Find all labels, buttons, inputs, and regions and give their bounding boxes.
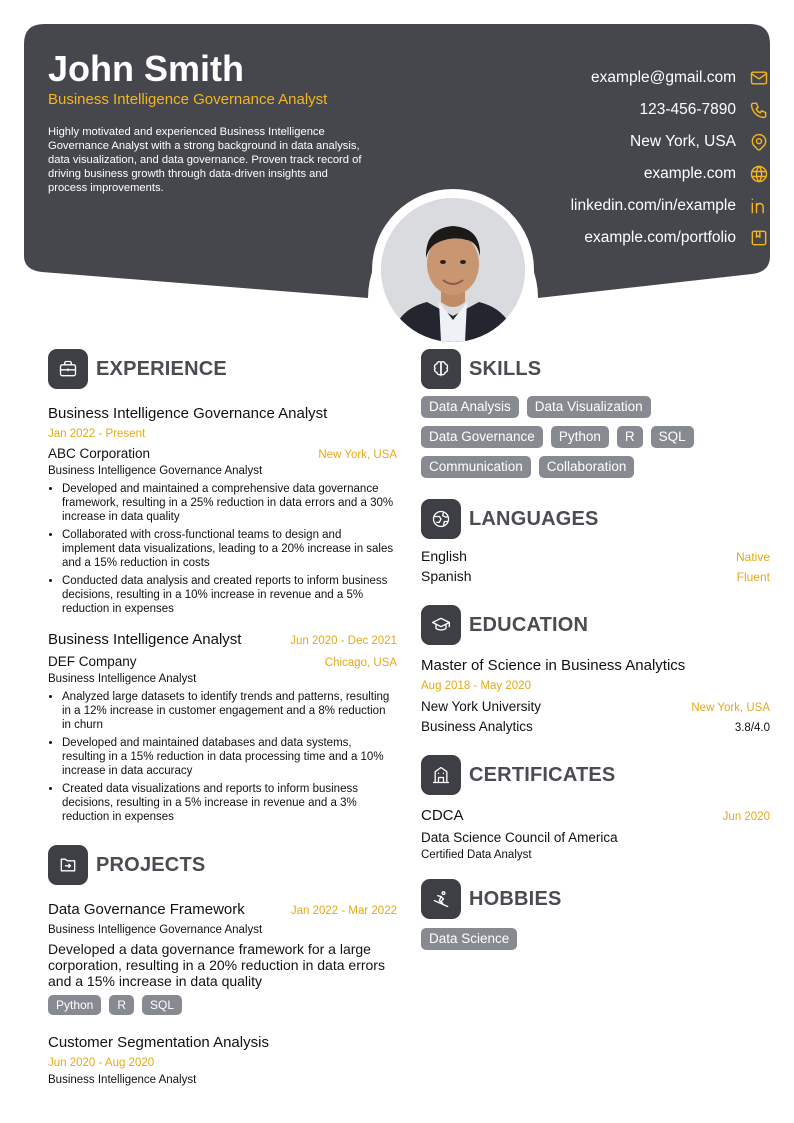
project-role: Business Intelligence Governance Analyst	[48, 924, 263, 936]
contact-email-text[interactable]: example@gmail.com	[591, 69, 736, 86]
brain-icon	[421, 349, 461, 389]
contact-website-text[interactable]: example.com	[643, 165, 736, 182]
job-role: Business Intelligence Governance Analyst	[48, 465, 263, 477]
certificate-name: CDCA	[421, 807, 464, 824]
list-item: • Created data visualizations and reports to inform business decisions, resulting in a 5% increase in revenue and a 3% reduction in expenses	[62, 782, 397, 824]
contact-linkedin-text[interactable]: linkedin.com/in/example	[570, 197, 736, 214]
skiing-icon	[421, 879, 461, 919]
company-name: ABC Corporation	[48, 446, 151, 461]
location-pin-icon	[748, 131, 770, 153]
project-description: Developed a data governance framework for a large corporation, resulting in a 20% reduction in data errors and a 15% increase in data quality	[48, 941, 385, 989]
projects-title: PROJECTS	[96, 853, 206, 876]
languages-list	[421, 548, 770, 588]
job-dates: Jun 2020 - Dec 2021	[290, 635, 397, 647]
mail-icon	[748, 67, 770, 89]
project-dates: Jun 2020 - Aug 2020	[48, 1057, 155, 1069]
project-tags	[48, 995, 397, 1015]
job-location: Chicago, USA	[324, 657, 397, 669]
project-title: Data Governance Framework	[48, 901, 245, 918]
gpa-value: 3.8/4.0	[734, 722, 770, 734]
certificate-item	[421, 806, 770, 864]
contact-website[interactable]	[410, 158, 770, 190]
projects-heading	[48, 844, 397, 886]
language-icon	[421, 499, 461, 539]
language-name: Spanish	[421, 568, 472, 584]
phone-icon	[748, 99, 770, 121]
skill-tag: Data Visualization	[527, 396, 651, 418]
education-dates: Aug 2018 - May 2020	[421, 680, 531, 692]
school-name: New York University	[421, 699, 542, 714]
list-item: • Conducted data analysis and created reports to inform business decisions, resulting in a 10% increase in revenue and a 5% reduction in expenses	[62, 574, 397, 616]
certificate-issuer: Data Science Council of America	[421, 830, 618, 845]
languages-title: LANGUAGES	[469, 507, 599, 530]
candidate-title: Business Intelligence Governance Analyst	[48, 91, 328, 108]
avatar	[381, 198, 525, 342]
hobbies-title: HOBBIES	[469, 887, 562, 910]
list-item: • Analyzed large datasets to identify trends and patterns, resulting in a 12% increase in customer engagement and a 8% reduction in churn	[62, 690, 397, 732]
list-item: • Developed and maintained databases and data systems, resulting in a 15% reduction in data processing time and a 10% increase in data accuracy	[62, 736, 397, 778]
project-role: Business Intelligence Analyst	[48, 1074, 197, 1086]
folder-icon	[48, 845, 88, 885]
skills-title: SKILLS	[469, 357, 542, 380]
field-of-study: Business Analytics	[421, 719, 533, 734]
tag: SQL	[142, 995, 182, 1015]
languages-heading	[421, 498, 770, 540]
globe-icon	[748, 163, 770, 185]
education-heading	[421, 604, 770, 646]
hobby-tag: Data Science	[421, 928, 517, 950]
project-item	[48, 900, 397, 1015]
experience-heading	[48, 348, 397, 390]
degree-name: Master of Science in Business Analytics	[421, 657, 686, 674]
language-row	[421, 568, 770, 588]
briefcase-icon	[48, 349, 88, 389]
project-title: Customer Segmentation Analysis	[48, 1034, 269, 1051]
language-name: English	[421, 548, 467, 564]
skill-tag: Communication	[421, 456, 531, 478]
skill-tag: SQL	[651, 426, 694, 448]
certificates-title: CERTIFICATES	[469, 763, 616, 786]
skill-tag: Data Analysis	[421, 396, 519, 418]
candidate-name: John Smith	[48, 48, 244, 89]
certificates-heading	[421, 754, 770, 796]
hobbies-tags	[421, 928, 770, 950]
contact-location	[410, 126, 770, 158]
job-title: Business Intelligence Governance Analyst	[48, 405, 328, 422]
project-dates: Jan 2022 - Mar 2022	[290, 905, 397, 917]
certificate-date: Jun 2020	[722, 811, 770, 823]
experience-item	[48, 404, 397, 616]
job-dates: Jan 2022 - Present	[48, 428, 146, 440]
job-location: New York, USA	[318, 449, 397, 461]
education-title: EDUCATION	[469, 613, 589, 636]
left-column	[48, 348, 397, 1089]
company-name: DEF Company	[48, 654, 137, 669]
building-icon	[421, 755, 461, 795]
skill-tag: Data Governance	[421, 426, 543, 448]
contact-email[interactable]	[410, 62, 770, 94]
job-title: Business Intelligence Analyst	[48, 631, 242, 648]
tag: Python	[48, 995, 101, 1015]
hobbies-heading	[421, 878, 770, 920]
linkedin-icon	[748, 195, 770, 217]
project-item	[48, 1033, 397, 1089]
school-location: New York, USA	[691, 702, 770, 714]
language-row	[421, 548, 770, 568]
graduation-cap-icon	[421, 605, 461, 645]
skills-heading	[421, 348, 770, 390]
experience-title: EXPERIENCE	[96, 357, 227, 380]
profile-summary: Highly motivated and experienced Business Intelligence Governance Analyst with a strong background in data analysis, data visualization, and data governance. Proven track record of driving business growth through data-driven insights and process improvements.	[48, 126, 362, 194]
bookmark-icon	[748, 227, 770, 249]
contact-phone[interactable]	[410, 94, 770, 126]
skill-tag: Python	[551, 426, 609, 448]
contact-portfolio-text[interactable]: example.com/portfolio	[584, 229, 736, 246]
certificate-title: Certified Data Analyst	[421, 849, 532, 861]
job-bullets	[62, 690, 397, 824]
skills-tags	[421, 396, 770, 478]
tag: R	[109, 995, 134, 1015]
education-item	[421, 656, 770, 736]
job-role: Business Intelligence Analyst	[48, 673, 197, 685]
language-level: Fluent	[736, 570, 770, 584]
language-level: Native	[735, 550, 770, 564]
contact-location-text: New York, USA	[630, 133, 736, 150]
experience-item	[48, 630, 397, 824]
right-column	[421, 348, 770, 950]
list-item: • Developed and maintained a comprehensive data governance framework, resulting in a 25% reduction in data errors and a 30% increase in data quality	[62, 482, 397, 524]
contact-phone-text[interactable]: 123-456-7890	[639, 101, 736, 118]
skill-tag: R	[617, 426, 643, 448]
skill-tag: Collaboration	[539, 456, 635, 478]
list-item: • Collaborated with cross-functional teams to design and implement data visualizations, leading to a 20% increase in sales and a 15% reduction in costs	[62, 528, 397, 570]
job-bullets	[62, 482, 397, 616]
